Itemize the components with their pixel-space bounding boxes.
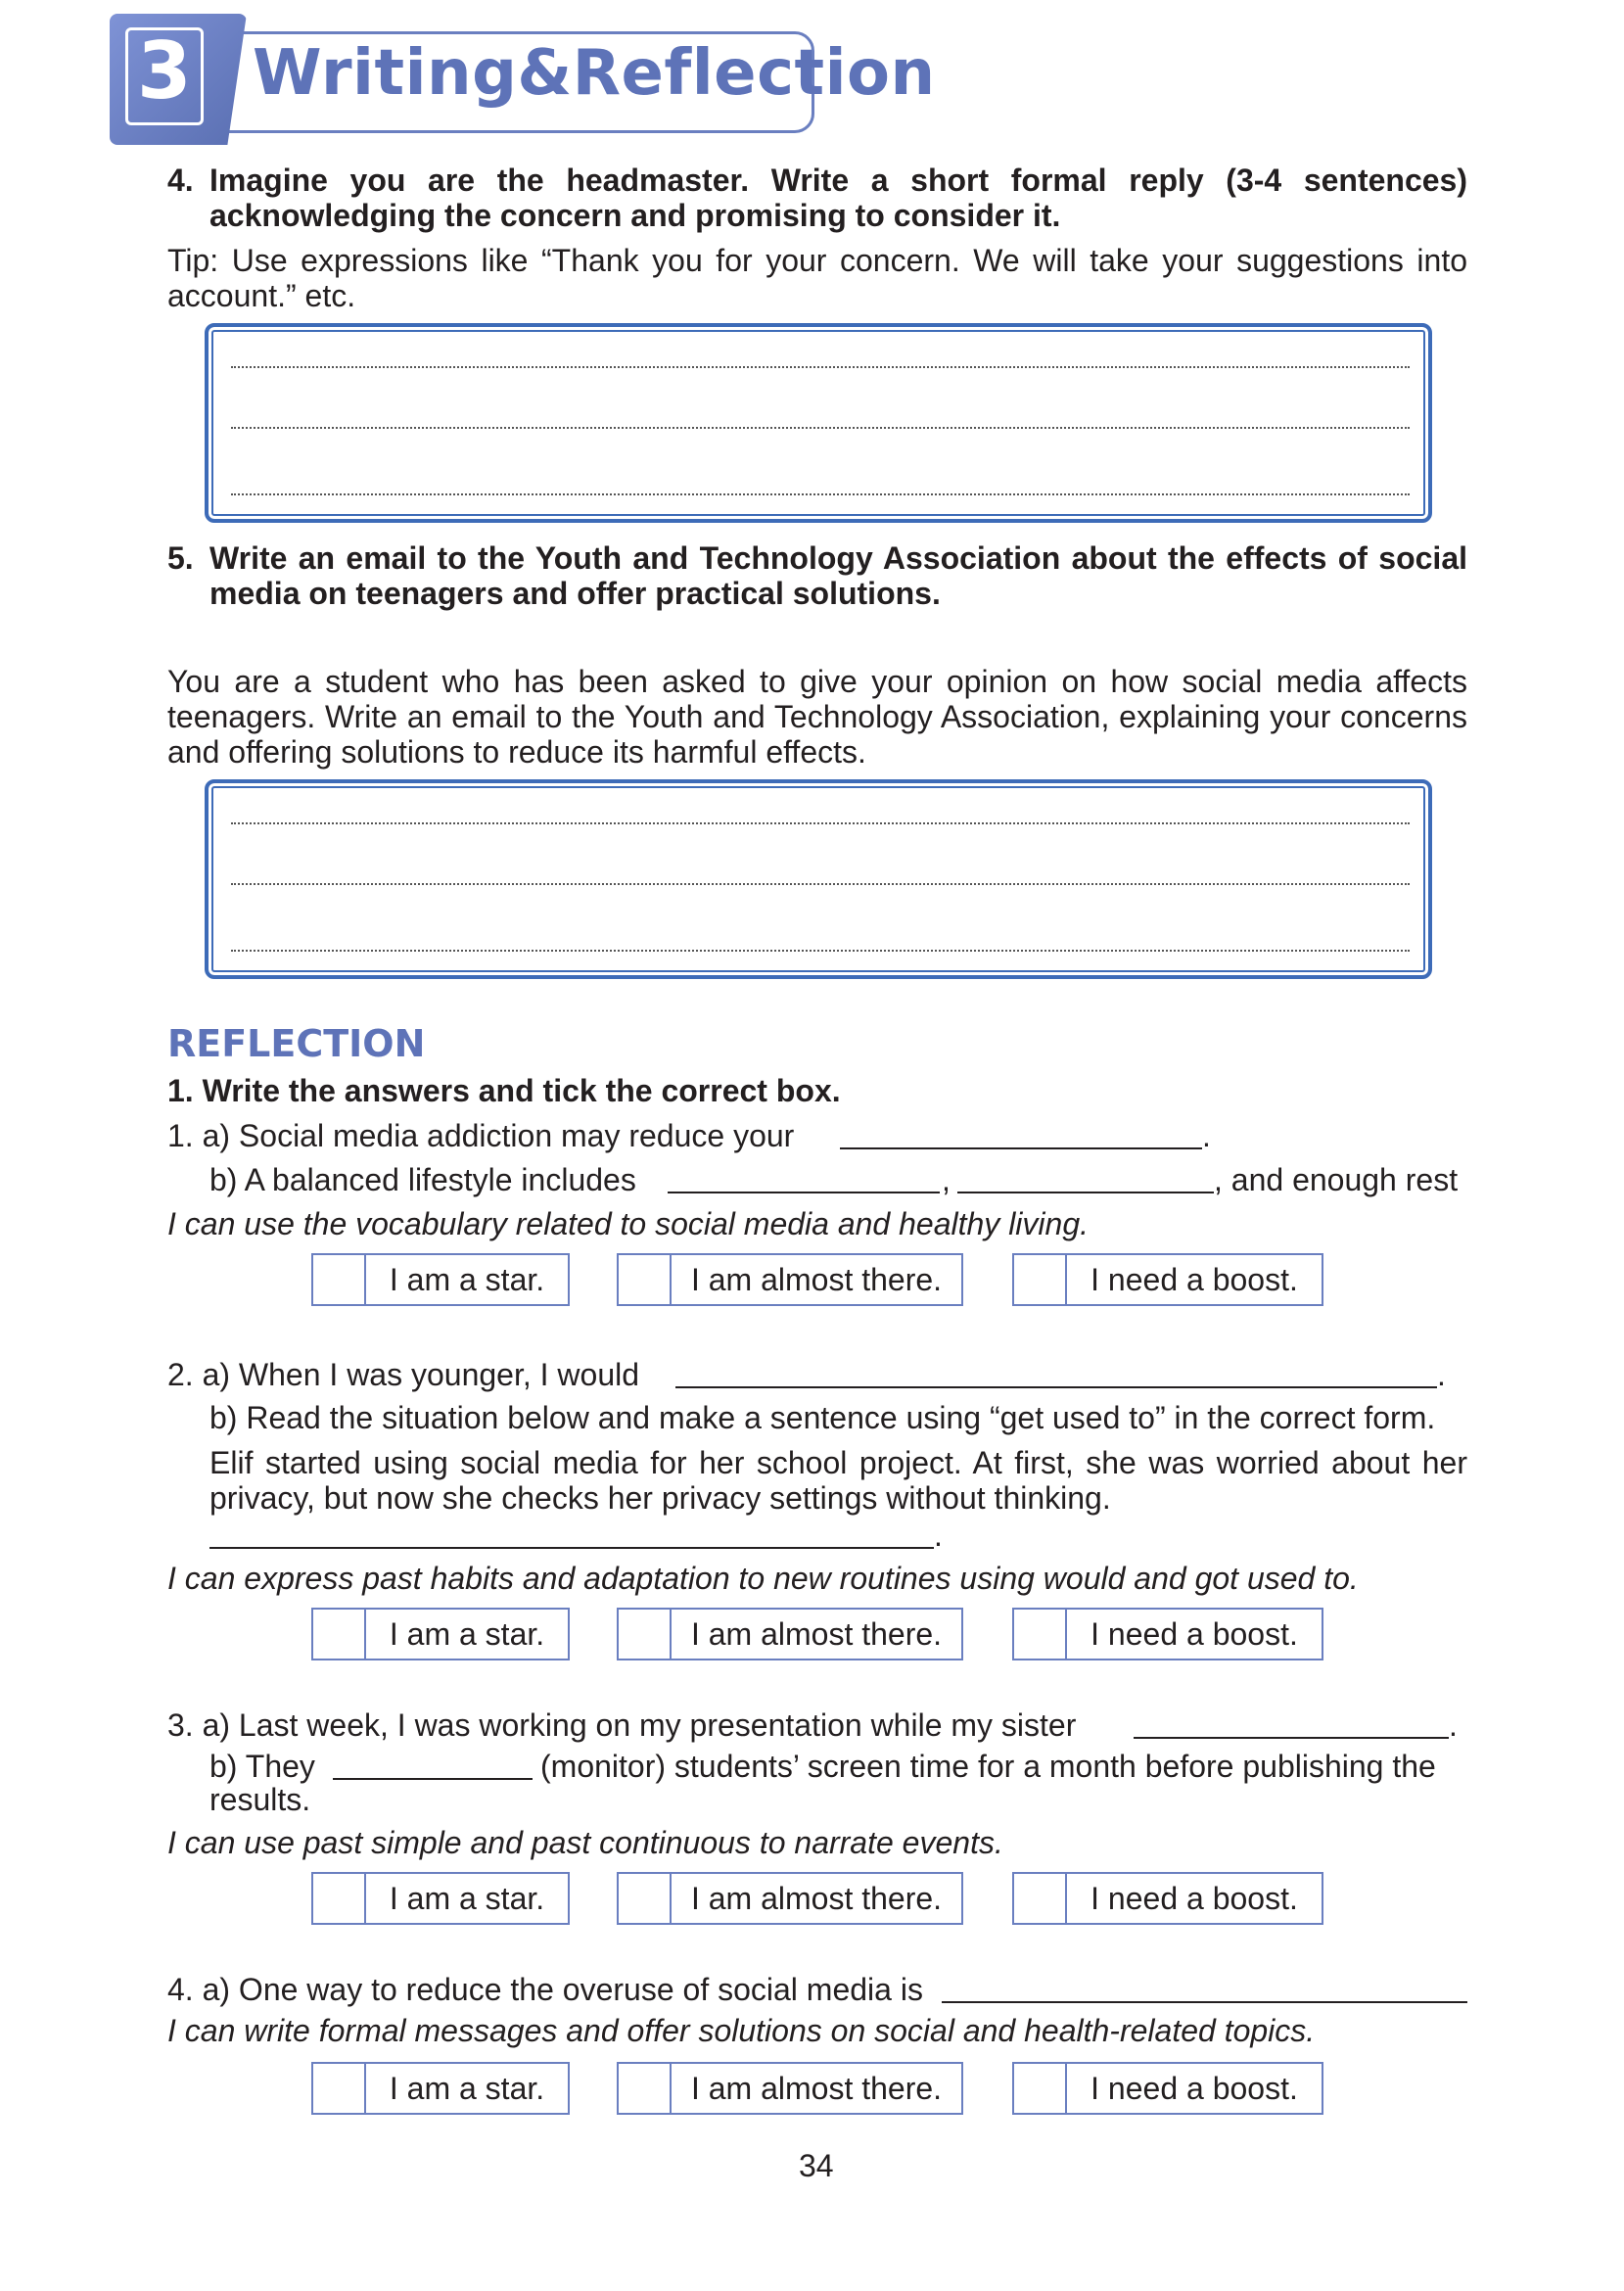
task4-answer-line-1[interactable]: [231, 366, 1410, 368]
q3-option-almost[interactable]: [617, 1872, 963, 1925]
unit-title: Writing&Reflection: [253, 37, 936, 110]
q2-almost-checkbox[interactable]: [619, 1610, 672, 1659]
task4-answer-box[interactable]: [205, 323, 1432, 523]
q4-almost-label: I am almost there.: [690, 2070, 943, 2106]
q3-boost-label: I need a boost.: [1090, 1880, 1298, 1916]
q2-almost-label: I am almost there.: [690, 1615, 943, 1652]
q1a-blank[interactable]: [840, 1147, 1202, 1149]
q4-option-boost[interactable]: [1012, 2062, 1323, 2115]
task5-paragraph-line1: You are a student who has been asked to give your opinion on how social media affects: [167, 664, 1467, 699]
task5-paragraph-line3: and offering solutions to reduce its harmful effects.: [167, 734, 866, 770]
q2a-prefix: 2. a) When I was younger, I would: [167, 1357, 640, 1392]
q1b-prefix: b) A balanced lifestyle includes: [209, 1162, 636, 1197]
task5-line2: media on teenagers and offer practical solutions.: [209, 576, 941, 611]
q1b-blank-1[interactable]: [668, 1192, 940, 1193]
q2-can-do: I can express past habits and adaptation to new routines using would and got used to.: [167, 1561, 1359, 1596]
task5-line1: Write an email to the Youth and Technology Association about the effects of social: [209, 540, 1467, 576]
q4-option-star[interactable]: [311, 2062, 570, 2115]
q2-star-label: I am a star.: [389, 1615, 545, 1652]
task4-tip-line1: Tip: Use expressions like “Thank you for your concern. We will take your suggestions into: [167, 243, 1467, 278]
task4-line1: Imagine you are the headmaster. Write a short formal reply (3-4 sentences): [209, 163, 1467, 198]
q1-option-almost[interactable]: [617, 1253, 963, 1306]
q2-option-boost[interactable]: [1012, 1608, 1323, 1660]
q3-option-star[interactable]: [311, 1872, 570, 1925]
q1a-suffix: .: [1202, 1118, 1211, 1153]
q4a-blank[interactable]: [942, 2001, 1467, 2003]
task5-answer-line-3[interactable]: [231, 950, 1410, 952]
task5-paragraph-line2: teenagers. Write an email to the Youth and Technology Association, explaining your concerns: [167, 699, 1467, 734]
page-number: 34: [799, 2148, 834, 2183]
task5-answer-line-1[interactable]: [231, 822, 1410, 824]
q4a-prefix: 4. a) One way to reduce the overuse of social media is: [167, 1972, 923, 2007]
q2a-suffix: .: [1437, 1357, 1446, 1392]
q3a-blank[interactable]: [1134, 1737, 1449, 1739]
q3b-suffix: (monitor) students’ screen time for a month before publishing the: [540, 1749, 1436, 1784]
task4-line2: acknowledging the concern and promising to consider it.: [209, 198, 1061, 233]
q3-can-do: I can use past simple and past continuous to narrate events.: [167, 1825, 1003, 1860]
q3-boost-checkbox[interactable]: [1014, 1874, 1067, 1923]
task5-answer-line-2[interactable]: [231, 883, 1410, 885]
q1-boost-checkbox[interactable]: [1014, 1255, 1067, 1304]
unit-number: 3: [137, 25, 192, 117]
q3b-line2: results.: [209, 1782, 311, 1817]
q2-situation-line2: privacy, but now she checks her privacy settings without thinking.: [209, 1480, 1111, 1516]
q2b-answer-blank[interactable]: [209, 1547, 934, 1549]
q2-boost-label: I need a boost.: [1090, 1615, 1298, 1652]
q4-option-almost[interactable]: [617, 2062, 963, 2115]
q1-almost-label: I am almost there.: [690, 1261, 943, 1297]
task5-answer-box[interactable]: [205, 779, 1432, 979]
q2-option-star[interactable]: [311, 1608, 570, 1660]
reflection-heading: REFLECTION: [167, 1022, 426, 1065]
q3-star-checkbox[interactable]: [313, 1874, 366, 1923]
task4-answer-line-2[interactable]: [231, 427, 1410, 429]
q2a-blank[interactable]: [675, 1386, 1437, 1388]
q1b-suffix: , and enough rest: [1214, 1162, 1459, 1197]
q3b-blank[interactable]: [333, 1778, 533, 1780]
reflection-instruction: 1. Write the answers and tick the correct box.: [167, 1073, 841, 1108]
q3-option-boost[interactable]: [1012, 1872, 1323, 1925]
q2-star-checkbox[interactable]: [313, 1610, 366, 1659]
q4-boost-label: I need a boost.: [1090, 2070, 1298, 2106]
task5-number: 5.: [167, 540, 194, 576]
q3a-suffix: .: [1449, 1707, 1458, 1743]
q3-star-label: I am a star.: [389, 1880, 545, 1916]
q3a-prefix: 3. a) Last week, I was working on my presentation while my sister: [167, 1707, 1077, 1743]
q1-star-checkbox[interactable]: [313, 1255, 366, 1304]
task4-tip-line2: account.” etc.: [167, 278, 356, 313]
q1-option-star[interactable]: [311, 1253, 570, 1306]
q3-almost-label: I am almost there.: [690, 1880, 943, 1916]
q4-boost-checkbox[interactable]: [1014, 2064, 1067, 2113]
q2b-text: b) Read the situation below and make a sentence using “get used to” in the correct form.: [209, 1400, 1436, 1435]
q1-almost-checkbox[interactable]: [619, 1255, 672, 1304]
q4-almost-checkbox[interactable]: [619, 2064, 672, 2113]
q1b-comma: ,: [942, 1162, 951, 1197]
q1a-prefix: 1. a) Social media addiction may reduce your: [167, 1118, 795, 1153]
q4-can-do: I can write formal messages and offer solutions on social and health-related topics.: [167, 2013, 1316, 2048]
q2-boost-checkbox[interactable]: [1014, 1610, 1067, 1659]
q4-star-label: I am a star.: [389, 2070, 545, 2106]
q3-almost-checkbox[interactable]: [619, 1874, 672, 1923]
q4-star-checkbox[interactable]: [313, 2064, 366, 2113]
task4-number: 4.: [167, 163, 194, 198]
q2-situation-line1: Elif started using social media for her school project. At first, she was worried about her: [209, 1445, 1467, 1480]
q2-option-almost[interactable]: [617, 1608, 963, 1660]
task4-answer-line-3[interactable]: [231, 493, 1410, 495]
q1-option-boost[interactable]: [1012, 1253, 1323, 1306]
q1b-blank-2[interactable]: [957, 1192, 1214, 1193]
q1-can-do: I can use the vocabulary related to social media and healthy living.: [167, 1206, 1089, 1241]
q3b-prefix: b) They: [209, 1749, 315, 1784]
q2b-answer-suffix: .: [934, 1518, 943, 1553]
q1-star-label: I am a star.: [389, 1261, 545, 1297]
q1-boost-label: I need a boost.: [1090, 1261, 1298, 1297]
